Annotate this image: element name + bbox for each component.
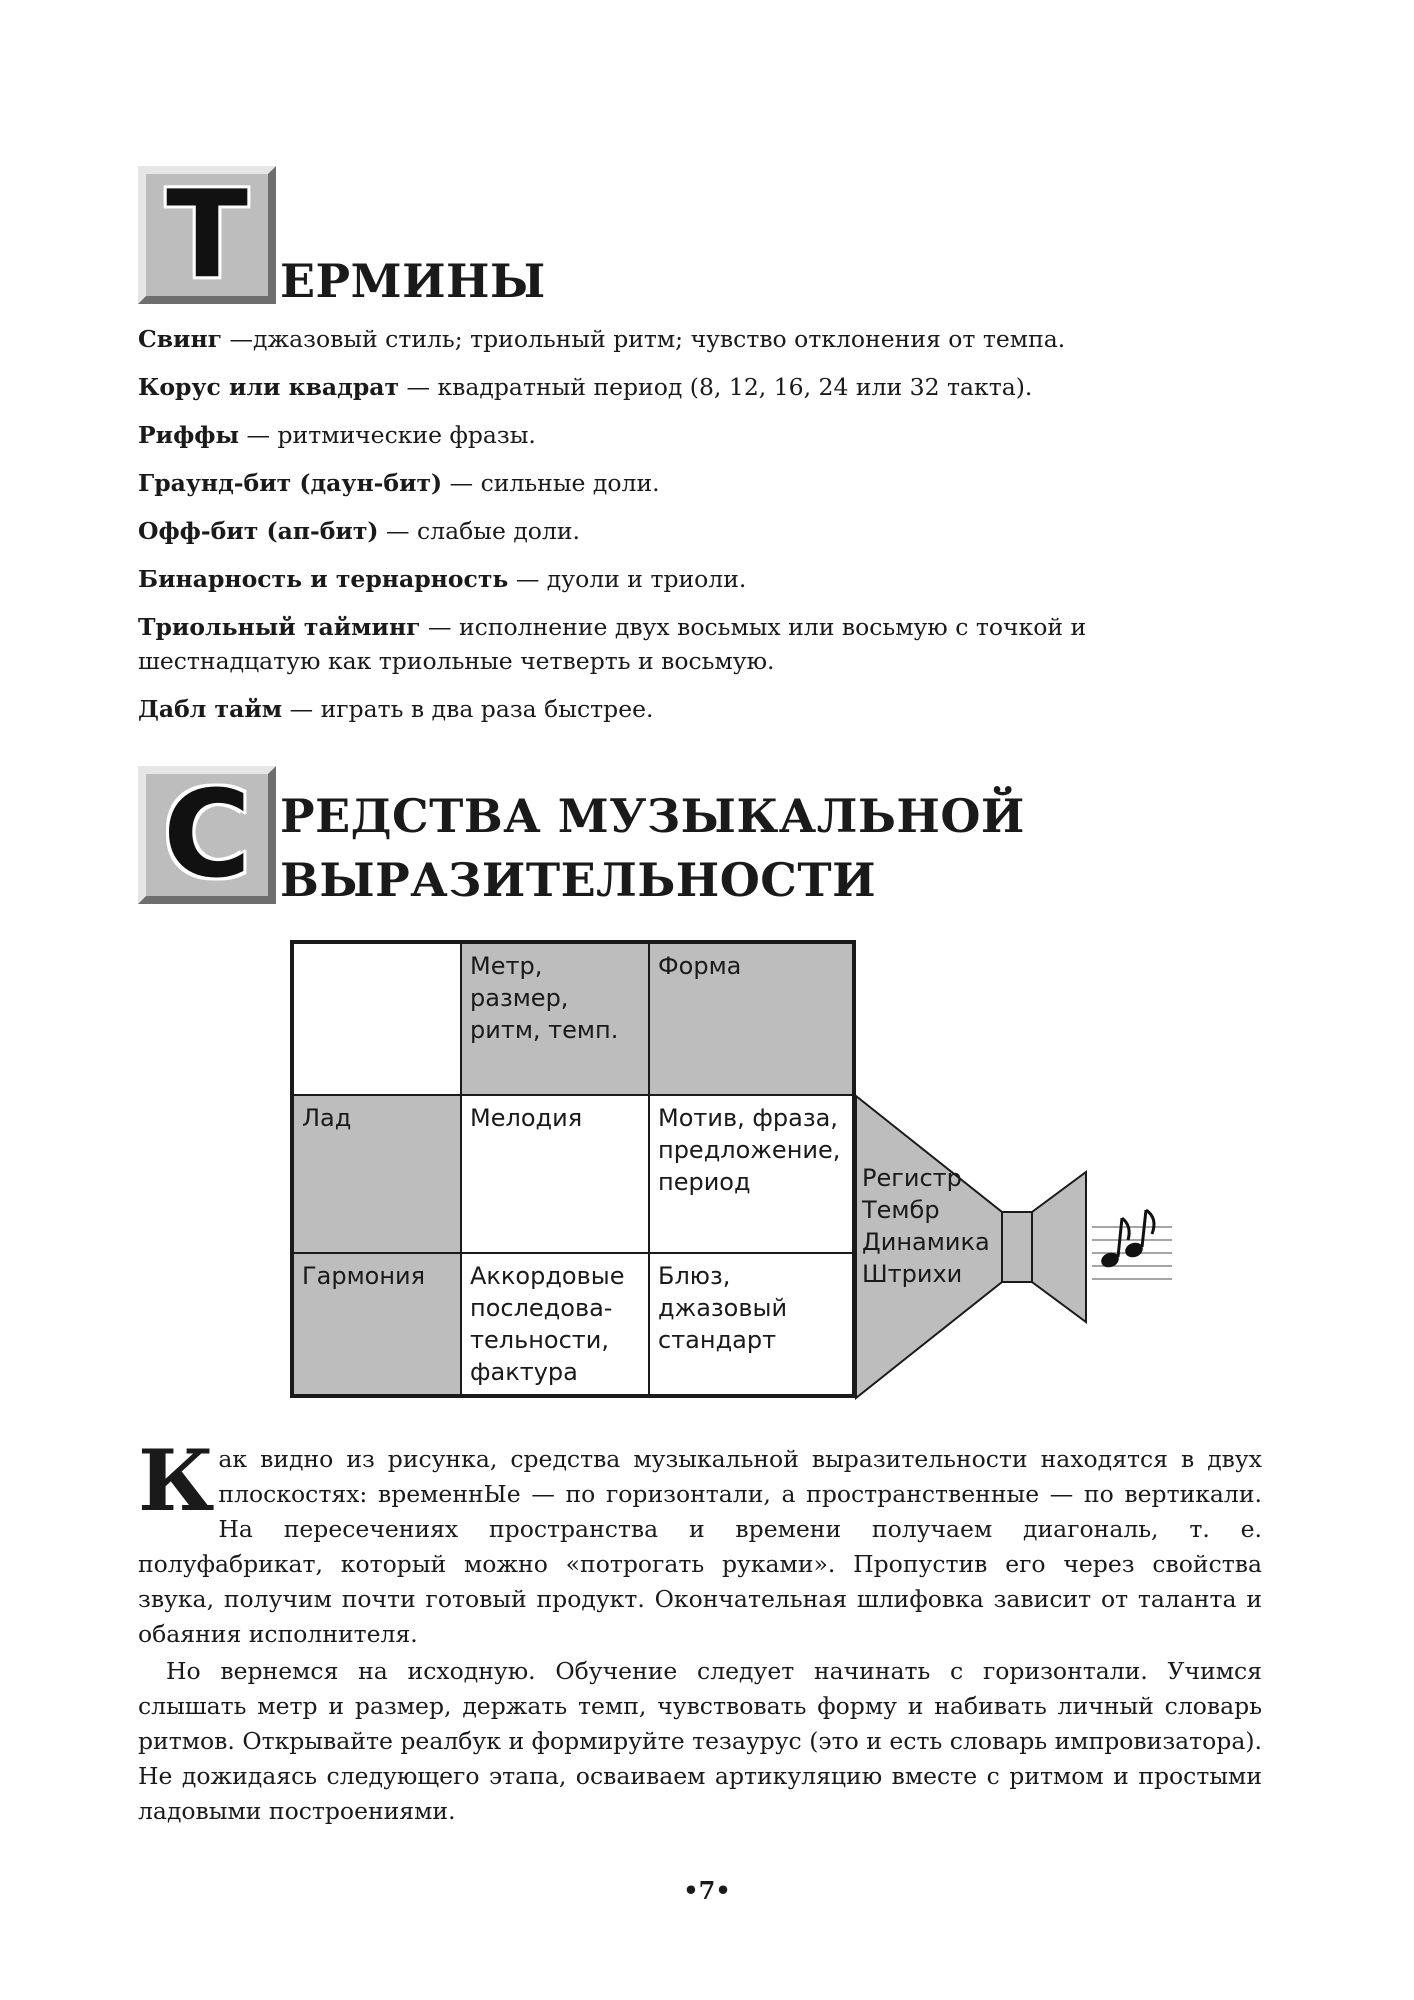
diagram-cell: Лад xyxy=(294,1096,460,1252)
funnel-label: Динамика xyxy=(862,1228,990,1256)
page-number: •7• xyxy=(683,1876,731,1905)
funnel-label: Регистр xyxy=(862,1164,962,1192)
term-definition: — сильные доли. xyxy=(442,469,660,497)
diagram-cell: Блюз, джазовый стандарт xyxy=(650,1254,852,1394)
term-definition: — дуоли и триоли. xyxy=(508,565,747,593)
term-definition: — ритмические фразы. xyxy=(239,421,536,449)
funnel-label: Тембр xyxy=(862,1196,940,1224)
term-name: Граунд-бит (даун-бит) xyxy=(138,469,443,497)
term-definition: — играть в два раза быстрее. xyxy=(282,695,654,723)
diagram-cell: Мотив, фраза, предложение, период xyxy=(650,1096,852,1252)
funnel-horn xyxy=(1032,1172,1086,1322)
dropcap-key-letter: С xyxy=(162,765,252,905)
paragraph-text: ак видно из рисунка, средства музыкальной выразительности находятся в двух плоскостях: временнЫе — по горизонтали, а пространственные — по вертикали. На пересечениях пространства и времени получаем диагональ, т. е. полуфабрикат, который можно «потрогать руками». Пропустив его через свойства звука, получим почти готовый продукт. Окончательная шлифовка зависит от таланта и обаяния исполнителя. xyxy=(138,1445,1262,1648)
term-name: Корус или квадрат xyxy=(138,373,400,401)
funnel-label: Штрихи xyxy=(862,1260,963,1288)
term-name: Офф-бит (ап-бит) xyxy=(138,517,379,545)
diagram-cell: Метр, размер, ритм, темп. xyxy=(462,944,648,1094)
term-name: Свинг xyxy=(138,325,223,353)
term-name: Дабл тайм xyxy=(138,695,283,723)
eighth-notes-icon xyxy=(1092,1210,1172,1279)
funnel-neck xyxy=(1002,1212,1032,1282)
term-definition: — исполнение двух восьмых или восьмую с точкой и шестнадцатую как триольные четверть и восьмую. xyxy=(138,613,1087,675)
section-title-line: ВЫРАЗИТЕЛЬНОСТИ xyxy=(280,853,877,907)
diagram-cell: Аккордовые последова-тельности, фактура xyxy=(462,1254,648,1394)
diagram-cell: Форма xyxy=(650,944,852,1094)
funnel-labels xyxy=(862,1162,990,1290)
term-name: Бинарность и тернарность xyxy=(138,565,509,593)
dropcap-key-letter: Т xyxy=(166,165,248,305)
paragraph-text: Но вернемся на исходную. Обучение следует начинать с горизонтали. Учимся слышать метр и размер, держать темп, чувствовать форму и набивать личный словарь ритмов. Открывайте реалбук и формируйте тезаурус (это и есть словарь импровизатора). Не дожидаясь следующего этапа, осваиваем артикуляцию вместе с ритмом и простыми ладовыми построениями. xyxy=(138,1657,1262,1825)
diagram-cell xyxy=(294,944,460,1094)
paragraph xyxy=(138,1654,1262,1829)
term-definition: — квадратный период (8, 12, 16, 24 или 32 такта). xyxy=(399,373,1033,401)
diagram-table xyxy=(290,940,856,1398)
term-name: Триольный тайминг xyxy=(138,613,421,641)
term-definition: — слабые доли. xyxy=(378,517,580,545)
diagram-cell: Мелодия xyxy=(462,1096,648,1252)
section-title-line: РЕДСТВА МУЗЫКАЛЬНОЙ xyxy=(280,789,1025,843)
term-definition: —джазовый стиль; триольный ритм; чувство отклонения от темпа. xyxy=(222,325,1066,353)
section-title-terms: ЕРМИНЫ xyxy=(280,254,546,308)
body-text xyxy=(138,1431,1262,1831)
paragraph xyxy=(138,1431,1262,1652)
paragraph-dropcap: К xyxy=(138,1431,215,1530)
term-name: Риффы xyxy=(138,421,240,449)
diagram-cell: Гармония xyxy=(294,1254,460,1394)
